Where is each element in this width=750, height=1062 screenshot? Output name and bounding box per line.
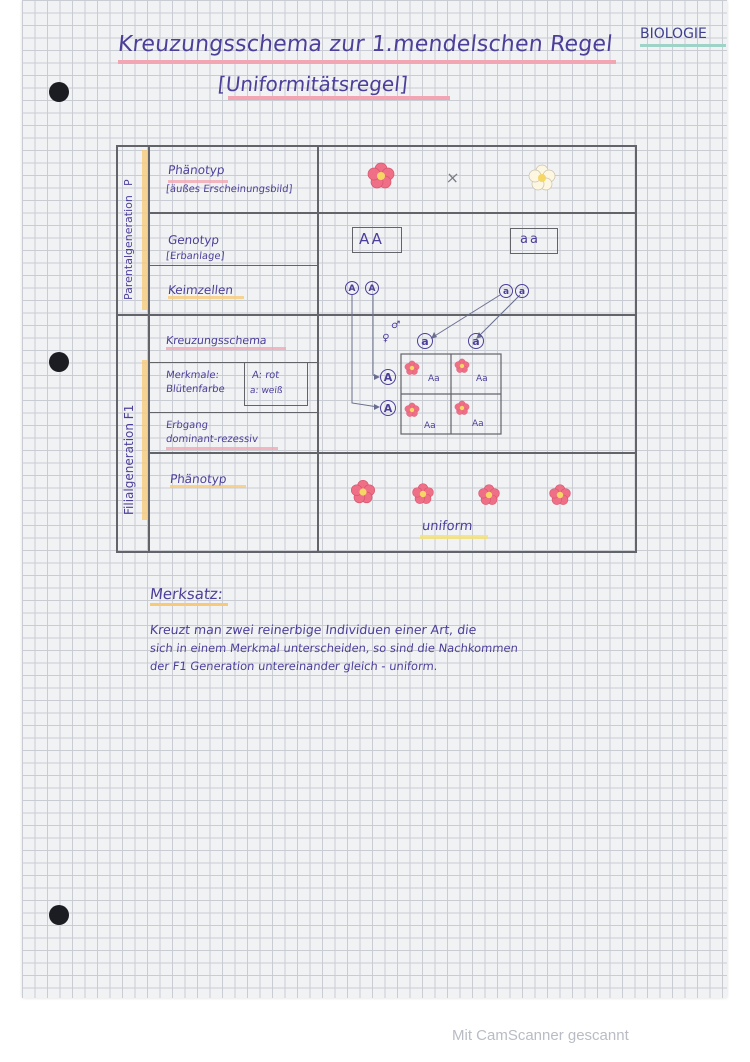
merkmale-label: Merkmale: [165,370,220,381]
merksatz-highlight [150,603,228,606]
punnett-cell: Aa [428,374,440,384]
parental-generation-label: Parentalgeneration [122,195,135,300]
kreuzung-label: Kreuzungsschema [165,334,268,347]
keimzellen-label: Keimzellen [167,283,234,297]
punnett-cell: Aa [472,419,484,429]
punnett-top-gamete: a [468,333,484,349]
red-flower-icon [550,485,571,505]
page-subtitle: [Uniformitätsregel] [216,72,409,96]
phaenotyp-label: Phänotyp [167,163,226,177]
red-flower-icon [455,359,469,373]
page-title: Kreuzungsschema zur 1.mendelschen Regel [116,32,614,57]
erbgang-value: dominant-rezessiv [165,434,259,445]
gamete-dominant: A [345,281,359,295]
genotype-dominant: AA [359,230,384,248]
punnett-cell: Aa [476,374,488,384]
parental-p-label: P [122,179,135,186]
merksatz-line: Kreuzt man zwei reinerbige Individuen einer Art, die [149,622,478,637]
punnett-left-gamete: A [380,400,396,416]
uniform-label: uniform [421,519,474,534]
erbgang-label: Erbgang [165,420,209,431]
female-symbol: ♀ [381,333,390,344]
red-flower-icon [455,401,469,415]
red-flower-icon [413,484,434,504]
merkmale-sub: Blütenfarbe [165,384,226,395]
red-flower-icon [479,485,500,505]
cross-symbol: × [445,168,461,187]
punnett-left-gamete: A [380,369,396,385]
red-flower-icon [351,480,374,503]
subject-label: BIOLOGIE [640,26,707,42]
merksatz-line: sich in einem Merkmal unterscheiden, so sind die Nachkommen [149,641,519,655]
male-symbol: ♂ [390,320,401,331]
legend-recessive: a: weiß [249,386,284,396]
punnett-top-gamete: a [417,333,433,349]
red-flower-icon [368,163,394,188]
punnett-cell: Aa [424,421,436,431]
red-flower-icon [405,403,419,417]
gamete-dominant: A [365,281,379,295]
merksatz-heading: Merksatz: [149,585,224,603]
legend-dominant: A: rot [251,370,280,381]
genotype-recessive: aa [520,232,540,247]
genotyp-label: Genotyp [167,233,220,247]
phaenotyp-note: [äußes Erscheinungsbild] [165,184,293,195]
merksatz-line: der F1 Generation untereinander gleich - uniform. [149,659,439,673]
gamete-recessive: a [515,284,529,298]
uniform-highlight [420,535,488,539]
genotyp-note: [Erbanlage] [165,251,226,262]
filial-generation-label: Filialgeneration F1 [122,404,136,515]
red-flower-icon [405,361,419,375]
phaenotyp2-label: Phänotyp [169,472,228,486]
scanner-watermark: Mit CamScanner gescannt [452,1027,629,1044]
gamete-recessive: a [499,284,513,298]
white-flower-icon [529,165,555,190]
